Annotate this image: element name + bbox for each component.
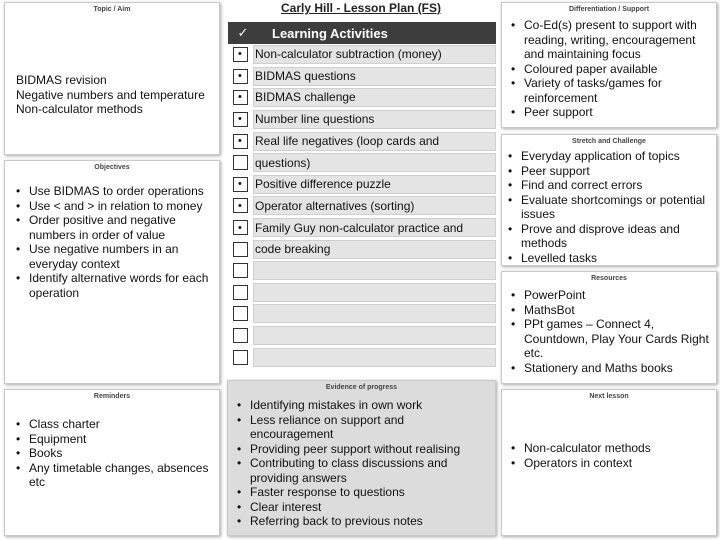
stretch-list [499,149,713,265]
list-item: • Providing peer support without realising [228,442,490,457]
objectives-title: Objectives [94,164,130,171]
next-lesson-title: Next lesson [589,393,629,400]
activity-text: • Real life negatives (loop cards and questions) [233,131,455,174]
list-item: • Non-calculator methods [502,441,714,456]
activities-list [233,44,497,261]
stretch-title: Stretch and Challenge [572,138,646,145]
resources-panel [501,271,717,384]
activity-text: • Number line questions [233,109,497,131]
list-item: • Stationery and Maths books [502,361,714,376]
list-item: • Prove and disprove ideas and methods [499,222,713,251]
list-item: • Contributing to class discussions and providing answers [228,456,490,485]
topic-line: Negative numbers and temperature [16,87,205,102]
activity-checkbox[interactable] [233,328,248,343]
activity-row [228,303,496,325]
differentiation-list [502,18,714,120]
topic-title: Topic / Aim [93,6,131,13]
activity-cell [253,304,496,323]
list-item: • Coloured paper available [502,62,714,77]
list-item: • Any timetable changes, absences etc [7,461,217,490]
activity-text: • BIDMAS questions [233,66,497,88]
differentiation-title: Differentiation / Support [568,6,650,13]
next-lesson-panel [501,389,717,536]
topic-line: Non-calculator methods [16,102,143,116]
list-item: • Co-Ed(s) present to support with reading, writing, encouragement and maintaining focus [502,18,714,62]
activity-checkbox[interactable] [233,263,248,278]
list-item: • Books [7,446,217,461]
activity-row [228,260,496,282]
list-item: • Faster response to questions [228,485,490,500]
reminders-title: Reminders [93,393,131,400]
objectives-panel [4,160,220,384]
list-item: • Identify alternative words for each operation [7,271,217,300]
activities-title: Learning Activities [272,25,388,41]
list-item: • Class charter [7,417,217,432]
checkmark-icon: ✓ [237,25,249,40]
list-item: • Identifying mistakes in own work [228,398,490,413]
list-item: • Equipment [7,432,217,447]
stretch-panel [501,134,717,266]
resources-title: Resources [591,275,627,282]
list-item: • Evaluate shortcomings or potential issues [499,193,713,222]
topic-line: BIDMAS revision [16,73,107,87]
activity-checkbox[interactable] [233,285,248,300]
list-item: • Variety of tasks/games for reinforcement [502,76,714,105]
list-item: • Use < and > in relation to money [7,199,217,214]
list-item: • Use BIDMAS to order operations [7,184,217,199]
evidence-panel [227,380,496,536]
list-item: • Peer support [499,164,713,179]
resources-list [502,288,714,375]
activity-row [228,325,496,347]
activities-header [228,22,496,44]
list-item: • Find and correct errors [499,178,713,193]
list-item: • Clear interest [228,500,490,515]
topic-panel [4,2,220,155]
activity-row [228,346,496,368]
evidence-list [228,398,490,529]
list-item: • PowerPoint [502,288,714,303]
objectives-list [7,184,217,300]
list-item: • Referring back to previous notes [228,514,490,529]
list-item: • PPt games – Connect 4, Countdown, Play Your Cards Right etc. [502,317,714,361]
list-item: • Peer support [502,105,714,120]
list-item: • Use negative numbers in an everyday context [7,242,217,271]
activity-text: • Non-calculator subtraction (money) [233,44,497,66]
activity-text: • BIDMAS challenge [233,87,497,109]
reminders-panel [4,389,220,536]
activity-row [228,282,496,304]
activity-cell [253,348,496,367]
activity-checkbox[interactable] [233,350,248,365]
next-lesson-list [502,441,714,470]
evidence-title: Evidence of progress [325,384,398,391]
list-item: • Operators in context [502,456,714,471]
list-item: • Everyday application of topics [499,149,713,164]
list-item: • Less reliance on support and encouragement [228,413,490,442]
activity-checkbox[interactable] [233,306,248,321]
list-item: • MathsBot [502,303,714,318]
activity-text: • Operator alternatives (sorting) [233,196,497,218]
list-item: • Levelled tasks [499,251,713,266]
topic-lines [16,73,205,117]
list-item: • Order positive and negative numbers in order of value [7,213,217,242]
activity-text: • Positive difference puzzle [233,174,497,196]
page-title: Carly Hill - Lesson Plan (FS) [280,1,442,15]
differentiation-panel [501,2,717,128]
activity-cell [253,326,496,345]
activity-cell [253,261,496,280]
activity-text: • Family Guy non-calculator practice and code breaking [233,218,475,261]
activity-cell [253,283,496,302]
reminders-list [7,417,217,490]
